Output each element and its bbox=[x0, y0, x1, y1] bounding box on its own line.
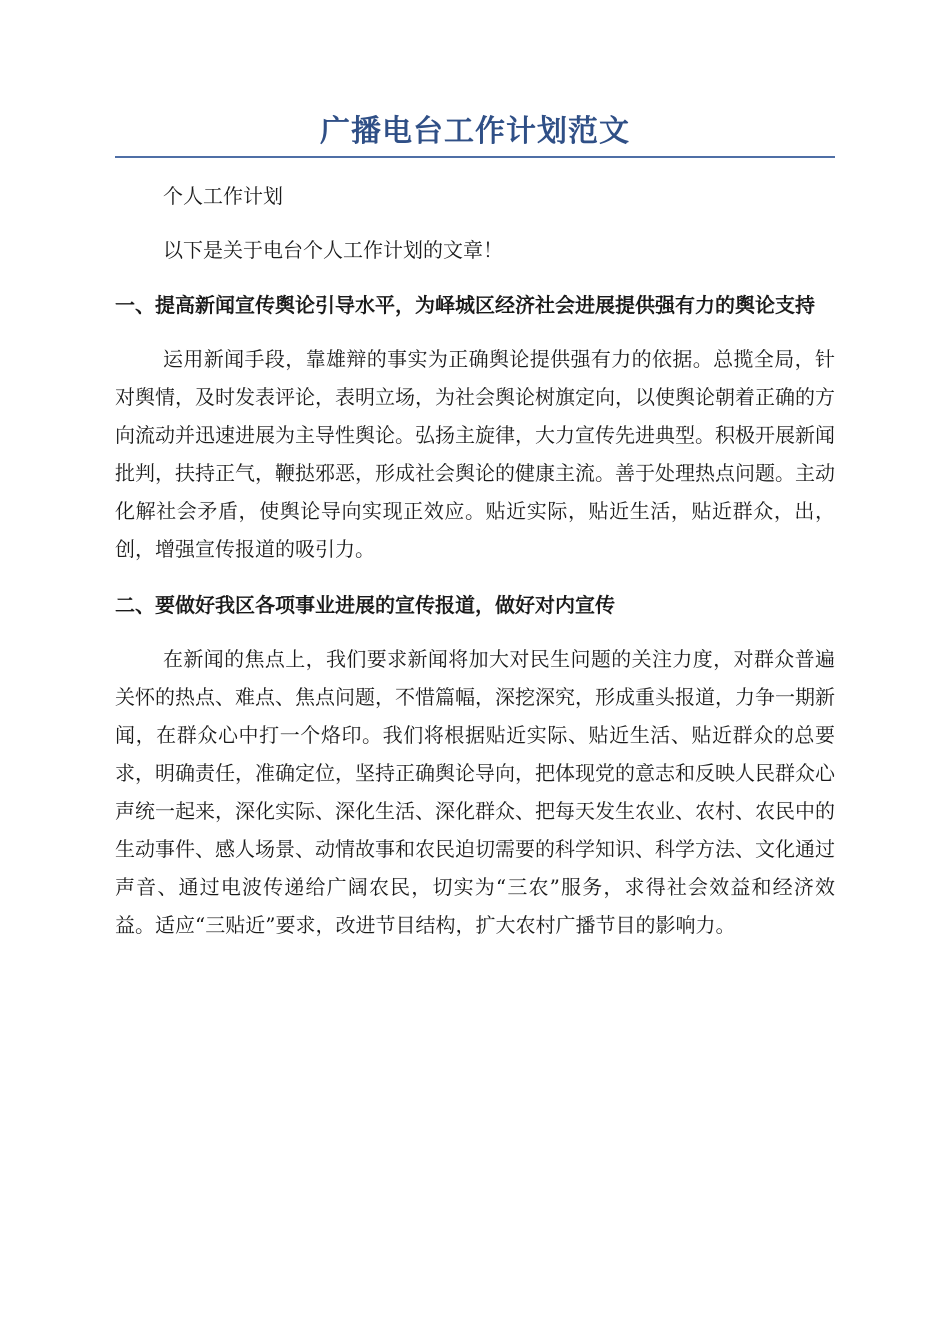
section-1-heading: 一、提高新闻宣传舆论引导水平，为峄城区经济社会进展提供强有力的舆论支持 bbox=[115, 293, 815, 317]
section-2-heading: 二、要做好我区各项事业进展的宣传报道，做好对内宣传 bbox=[115, 593, 615, 617]
intro-paragraph: 以下是关于电台个人工作计划的文章！ bbox=[163, 238, 503, 262]
section-1-body: 运用新闻手段，靠雄辩的事实为正确舆论提供强有力的依据。总揽全局，针对舆情，及时发表评论，表明立场，为社会舆论树旗定向，以使舆论朝着正确的方向流动并迅速进展为主导性舆论。弘扬主旋律，大力宣传先进典型。积极开展新闻批判，扶持正气，鞭挞邪恶，形成社会舆论的健康主流。善于处理热点问题。主动化解社会矛盾，使舆论导向实现正效应。贴近实际，贴近生活，贴近群众，出，创，增强宣传报道的吸引力。 bbox=[115, 347, 835, 561]
section-2-body: 在新闻的焦点上，我们要求新闻将加大对民生问题的关注力度，对群众普遍关怀的热点、难点、焦点问题，不惜篇幅，深挖深究，形成重头报道，力争一期新闻，在群众心中打一个烙印。我们将根据贴近实际、贴近生活、贴近群众的总要求，明确责任，准确定位，坚持正确舆论导向，把体现党的意志和反映人民群众心声统一起来，深化实际、深化生活、深化群众、把每天发生农业、农村、农民中的生动事件、感人场景、动情故事和农民迫切需要的科学知识、科学方法、文化通过声音、通过电波传递给广阔农民，切实为“三农”服务，求得社会效益和经济效益。适应“三贴近”要求，改进节目结构，扩大农村广播节目的影响力。 bbox=[115, 647, 835, 937]
document-page bbox=[115, 110, 835, 944]
document-subtitle: 个人工作计划 bbox=[163, 184, 283, 208]
document-title: 广播电台工作计划范文 bbox=[115, 110, 835, 158]
